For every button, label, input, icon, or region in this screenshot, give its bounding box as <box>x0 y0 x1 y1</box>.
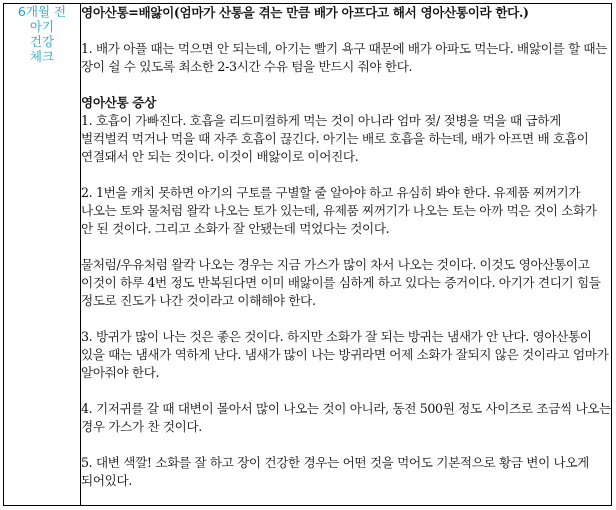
category-label-line: 체크 <box>29 49 55 64</box>
section-title: 영아산통=배앓이(엄마가 산통을 겪는 만큼 배가 아프다고 해서 영아산통이라 한다.) <box>81 5 529 20</box>
symptom-2-gas-vomit: 물처럼/우유처럼 왈칵 나오는 경우는 지금 가스가 많이 차서 나오는 것이다. 이것도 영아산통이고 이것이 하루 4번 정도 반복된다면 이미 배앓이를 심하게 하고 있다는 증거이다. 아기가 견디기 힘들 정도로 진도가 나간 것이라고 이해해야 한다. <box>81 257 601 308</box>
content-cell <box>81 4 612 506</box>
category-label-line: 6개월 전 <box>17 4 67 19</box>
content-text <box>81 4 611 490</box>
symptom-2-vomiting: 2. 1번을 캐치 못하면 아기의 구토를 구별할 줄 알아야 하고 유심히 봐야 한다. 유제품 찌꺼기가 나오는 토와 물처럼 왈칵 나오는 토가 있는데, 유제품 찌꺼기가 나오는 토는 아까 먹은 것이 소화가 안 된 것이다. 그리고 소화가 잘 안됐는데 먹었다는 것이다. <box>81 185 597 236</box>
category-label-line: 아기 <box>29 19 55 34</box>
symptom-5-stool-color: 5. 대변 색깔! 소화를 잘 하고 장이 건강한 경우는 어떤 것을 먹어도 기본적으로 황금 변이 나오게 되어있다. <box>81 455 590 488</box>
category-label <box>18 4 66 64</box>
table-row <box>4 4 612 506</box>
info-table <box>3 3 612 506</box>
symptom-3-gas: 3. 방귀가 많이 나는 것은 좋은 것이다. 하지만 소화가 잘 되는 방귀는 냄새가 안 난다. 영아산통이 있을 때는 냄새가 역하게 난다. 냄새가 많이 나는 방귀라면 어제 소화가 잘되지 않은 것이라고 엄마가 알아줘야 한다. <box>81 329 609 380</box>
category-cell <box>4 4 81 506</box>
symptoms-heading: 영아산통 증상 <box>81 95 156 110</box>
symptom-4-stool-size: 4. 기저귀를 갈 때 대변이 몰아서 많이 나오는 것이 아니라, 동전 500원 정도 사이즈로 조금씩 나오는 경우 가스가 찬 것이다. <box>81 401 611 434</box>
category-label-line: 건강 <box>29 34 55 49</box>
symptom-1-breathing: 1. 호흡이 가빠진다. 호흡을 리드미컬하게 먹는 것이 아니라 엄마 젖/ 젖병을 먹을 때 급하게 벌컥벌컥 먹거나 먹을 때 자주 호흡이 끊긴다. 아기는 배로 호흡을 하는데, 배가 아프면 배 호흡이 연결돼서 안 되는 것이다. 이것이 배앓이로 이어진다. <box>81 113 589 164</box>
paragraph-feeding-interval: 1. 배가 아플 때는 먹으면 안 되는데, 아기는 빨기 욕구 때문에 배가 아파도 먹는다. 배앓이를 할 때는 장이 쉴 수 있도록 최소한 2-3시간 수유 텀을 반드시 줘야 한다. <box>81 41 608 74</box>
